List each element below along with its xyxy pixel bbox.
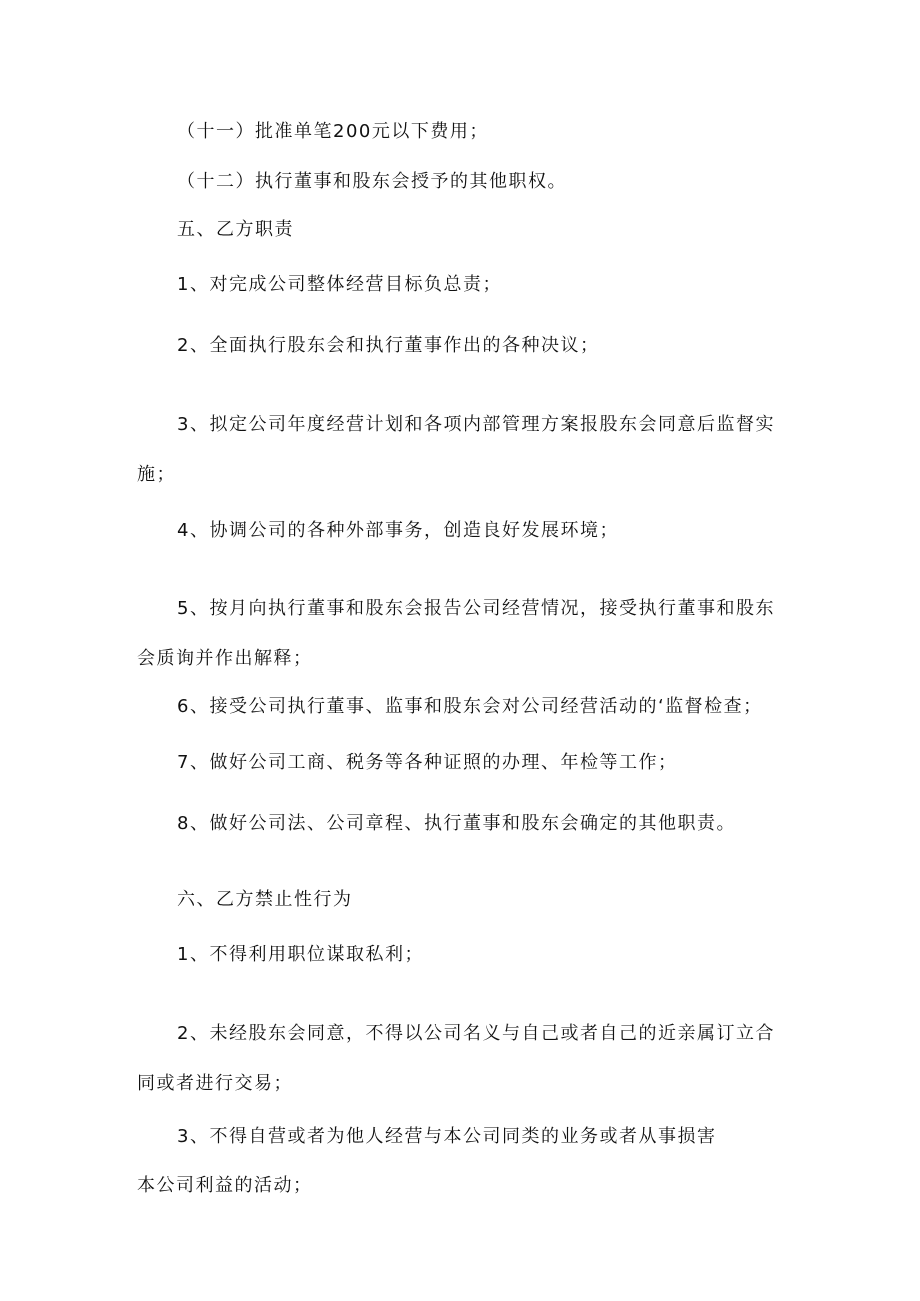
section-5-title: 五、乙方职责 <box>177 219 294 240</box>
section-6-title: 六、乙方禁止性行为 <box>177 889 353 910</box>
prohibition-2-line-2: 同或者进行交易； <box>137 1073 293 1094</box>
duty-5-line-2: 会质询并作出解释； <box>137 648 313 669</box>
prohibition-2-line-1: 2、未经股东会同意，不得以公司名义与自己或者自己的近亲属订立合 <box>177 1023 775 1044</box>
duty-7: 7、做好公司工商、税务等各种证照的办理、年检等工作； <box>177 752 678 773</box>
duty-4: 4、协调公司的各种外部事务，创造良好发展环境； <box>177 520 619 541</box>
duty-1: 1、对完成公司整体经营目标负总责； <box>177 274 502 295</box>
prohibition-1: 1、不得利用职位谋取私利； <box>177 944 424 965</box>
prohibition-3-line-2: 本公司利益的活动； <box>137 1175 313 1196</box>
prohibition-3-line-1: 3、不得自营或者为他人经营与本公司同类的业务或者从事损害 <box>177 1126 717 1147</box>
duty-2: 2、全面执行股东会和执行董事作出的各种决议； <box>177 335 600 356</box>
duty-3-line-2: 施； <box>137 464 176 485</box>
clause-12: （十二）执行董事和股东会授予的其他职权。 <box>177 171 567 192</box>
clause-11: （十一）批准单笔200元以下费用； <box>177 121 489 142</box>
duty-6: 6、接受公司执行董事、监事和股东会对公司经营活动的‘监督检查； <box>177 696 763 717</box>
duty-3-line-1: 3、拟定公司年度经营计划和各项内部管理方案报股东会同意后监督实 <box>177 414 775 435</box>
duty-5-line-1: 5、按月向执行董事和股东会报告公司经营情况，接受执行董事和股东 <box>177 598 775 619</box>
duty-8: 8、做好公司法、公司章程、执行董事和股东会确定的其他职责。 <box>177 813 736 834</box>
